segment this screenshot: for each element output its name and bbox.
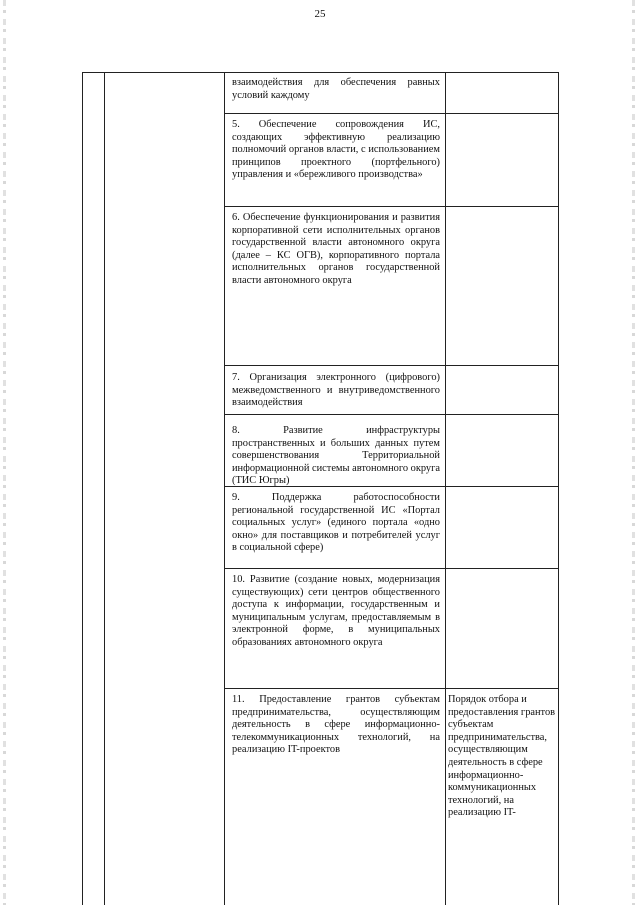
table-cell-activity: 9. Поддержка работоспособности региональной государственной ИС «Портал социальных услуг» (единого портала «одно окно» для поставщиков и потребителей услуг в социальной сфере) <box>232 492 440 554</box>
table-cell-activity: 6. Обеспечение функционирования и развития корпоративной сети исполнительных органов государственной власти автономного округа (далее – КС ОГВ), корпоративного портала исполнительных органов государственной власти автономного округа <box>232 212 440 286</box>
row-separator <box>224 414 559 415</box>
column-divider-1 <box>104 72 105 905</box>
table-cell-activity: взаимодействия для обеспечения равных условий каждому <box>232 77 440 101</box>
table-border-right <box>558 72 559 905</box>
activities-table <box>82 72 559 905</box>
table-cell-activity: 7. Организация электронного (цифрового) межведомственного и внутриведомственного взаимодействия <box>232 372 440 409</box>
row-separator <box>224 688 559 689</box>
column-divider-3 <box>445 72 446 905</box>
table-cell-activity: 11. Предоставление грантов субъектам предпринимательства, осуществляющим деятельность в сфере информационно-телекоммуникационных технологий, на реализацию IT-проектов <box>232 694 440 756</box>
column-divider-2 <box>224 72 225 905</box>
scan-edge-right <box>632 0 635 905</box>
page-number: 25 <box>314 8 326 20</box>
table-border-top <box>82 72 559 73</box>
table-cell-activity: 5. Обеспечение сопровождения ИС, создающих эффективную реализацию полномочий органов власти, с использованием принципов проектного (портфельного) управления и «бережливого производства» <box>232 119 440 181</box>
table-cell-activity: 8. Развитие инфраструктуры пространственных и больших данных путем совершенствования Территориальной информационной системы автономного округа (ТИС Югры) <box>232 425 440 487</box>
row-separator <box>224 206 559 207</box>
table-cell-document: Порядок отбора и предоставления грантов субъектам предпринимательства, осуществляющим деятельность в сфере информационно-коммуникационных технологий, на реализацию IT- <box>448 694 556 819</box>
row-separator <box>224 568 559 569</box>
scan-edge-left <box>3 0 6 905</box>
row-separator <box>224 113 559 114</box>
row-separator <box>224 365 559 366</box>
table-border-left <box>82 72 83 905</box>
table-cell-activity: 10. Развитие (создание новых, модернизация существующих) сети центров общественного доступа к информации, государственным и муниципальным услугам, предоставляемым в электронной форме, в муниципальных образованиях автономного округа <box>232 574 440 648</box>
